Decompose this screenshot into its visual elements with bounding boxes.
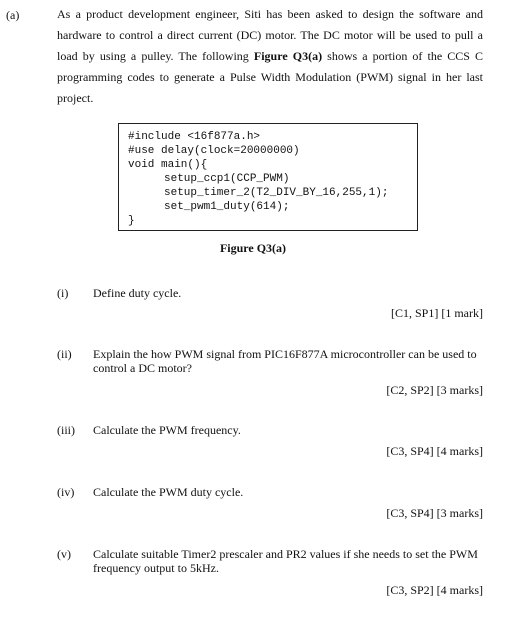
question-intro — [57, 4, 483, 109]
intro-text-end: shows a portion of the CCS C programming codes to generate a Pulse Width Modulation (PWM) signal in her last project. — [57, 49, 483, 105]
figure-reference: Figure Q3(a) — [253, 49, 323, 63]
sub-question-text: Calculate the PWM duty cycle. — [93, 485, 244, 499]
sub-question-marks: [C3, SP2] [4 marks] — [386, 583, 483, 597]
sub-question-marks: [C3, SP4] [4 marks] — [386, 444, 483, 458]
figure-caption: Figure Q3(a) — [219, 241, 287, 255]
sub-question-number: (iv) — [57, 485, 75, 499]
sub-question-text: Explain the how PWM signal from PIC16F877A microcontroller can be used to control a DC motor? — [93, 347, 477, 375]
code-line: set_pwm1_duty(614); — [164, 201, 290, 213]
sub-question-number: (v) — [57, 547, 71, 561]
code-line: #use delay(clock=20000000) — [128, 145, 300, 157]
sub-question-text: Define duty cycle. — [93, 286, 182, 300]
sub-question-number: (iii) — [57, 423, 75, 437]
code-line: setup_ccp1(CCP_PWM) — [164, 173, 290, 185]
sub-question-marks: [C2, SP2] [3 marks] — [386, 383, 483, 397]
sub-question-marks: [C3, SP4] [3 marks] — [386, 506, 483, 520]
sub-question-text: Calculate suitable Timer2 prescaler and PR2 values if she needs to set the PWM frequency output to 5kHz. — [93, 547, 478, 575]
sub-question-number: (ii) — [57, 347, 72, 361]
code-listing — [118, 123, 418, 231]
sub-question-text: Calculate the PWM frequency. — [93, 423, 241, 437]
code-line: #include <16f877a.h> — [128, 131, 261, 143]
intro-text-start: As a product development engineer, Siti has been asked to design the software and hardware to control a direct current (DC) motor. The DC motor will be used to pull a load by using a pulley. The following — [57, 7, 483, 63]
code-line: setup_timer_2(T2_DIV_BY_16,255,1); — [164, 187, 389, 199]
sub-question-marks: [C1, SP1] [1 mark] — [391, 306, 483, 320]
sub-question-number: (i) — [57, 286, 69, 300]
question-label: (a) — [6, 8, 20, 22]
code-line: } — [128, 215, 135, 227]
code-line: void main(){ — [128, 159, 208, 171]
